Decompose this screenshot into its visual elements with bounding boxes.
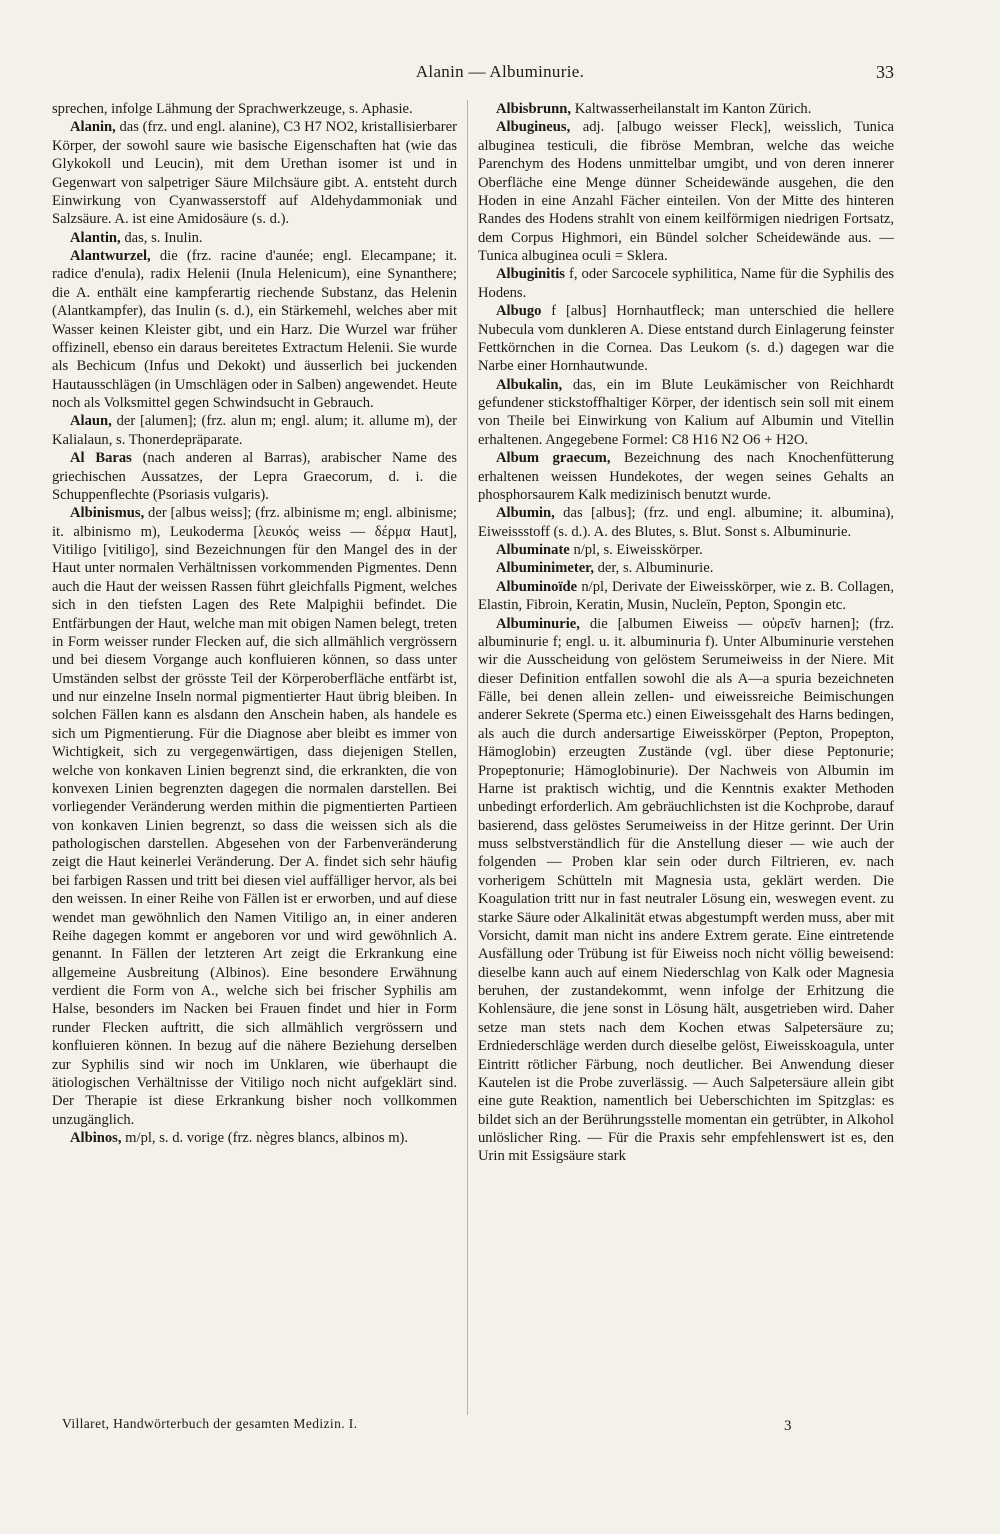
dictionary-entry	[52, 118, 457, 228]
entry-text: die (frz. racine d'aunée; engl. Elecampane; it. radice d'enula), radix Helenii (Inula Helenicum), eine Synanthere; die A. enthält eine kampferartig riechende Substanz, das Helenin (Alantkampfer), das Inulin (s. d.), ein Stärkemehl, welches aber mit Wasser keinen Kleister gibt, und ein Harz. Die Wurzel war früher offizinell, ebenso ein daraus bereitetes Extractum Helenii. Sie wurde als Bechicum (Infus und Dekokt) und äusserlich bei juckenden Hautausschlägen (in Umschlägen oder in Salben) angewendet. Heute noch als Volksmittel gegen Schwindsucht in Gebrauch.	[52, 248, 457, 411]
entry-text: m/pl, s. d. vorige (frz. nègres blancs, albinos m).	[121, 1130, 409, 1146]
entry-headword: Albugo	[496, 303, 542, 320]
dictionary-entry	[478, 504, 894, 541]
entry-headword: Al Baras	[70, 450, 132, 467]
dictionary-entry	[478, 265, 894, 302]
entry-text: f, oder Sarcocele syphilitica, Name für die Syphilis des Hodens.	[478, 266, 894, 301]
running-head	[0, 62, 1000, 84]
dictionary-entry	[52, 504, 457, 1129]
entry-text: adj. [albugo weisser Fleck], weisslich, Tunica albuginea testiculi, die fibröse Membran, welche das weiche Parenchym des Hodens unmittelbar umgibt, und von deren innerer Oberfläche eine Menge dünner Scheidewände ausgehen, die den Hoden in eine Anzahl Fächer einteilen. Von der Mitte des hinteren Randes des Hodens strahlt von einem keilförmigen niedrigen Fortsatz, dem Corpus Highmori, ein Bündel solcher Scheidewände aus. — Tunica albuginea oculi = Sklera.	[478, 119, 894, 264]
entry-text: der [alumen]; (frz. alun m; engl. alum; it. allume m), der Kalialaun, s. Thonerdepräparate.	[52, 413, 457, 448]
entry-text: Kaltwasserheilanstalt im Kanton Zürich.	[571, 101, 812, 117]
entry-headword: Albinismus,	[70, 505, 145, 522]
entry-text: der [albus weiss]; (frz. albinisme m; engl. albinisme; it. albinismo m), Leukoderma [λευκός weiss — δέρμα Haut], Vitiligo [vitiligo], sind Bezeichnungen für den Mangel des in der Haut unter normalen Verhältnissen vorkommenden Pigmentes. Denn auch die Haut der weissen Rassen führt gleichfalls Pigment, welches sich in den tiefsten Lagen des Rete Malpighii befindet. Die Entfärbungen der Haut, welche man mit obigen Namen belegt, treten in Form weisser runder Flecken auf, die sich allmählich vergrössern und bei diesem Vorgange auch konfluieren können, so dass unter Umständen selbst der grösste Teil der Körperoberfläche entfärbt ist, und nur einzelne Inseln normal pigmentierter Haut übrig bleiben. In solchen Fällen kann es alsdann den Anschein haben, als handele es sich um Pigmentierung. Für die Diagnose aber bleibt es immer von Wichtigkeit, sich zu vergegenwärtigen, dass diejenigen Stellen, welche von konkaven Linien begrenzt sind, die erkrankten, die von konvexen Linien begrenzten dagegen die normalen darstellen. Bei vorliegender Veränderung werden mithin die pigmentierten Partieen von konkaven Linien begrenzt, so dass die weissen sich als die pathologischen darstellen. Abgesehen von der Farbenveränderung zeigt die Haut keinerlei Veränderung. Der A. findet sich sehr häufig bei farbigen Rassen und tritt bei diesen viel auffälliger hervor, als bei den weissen. In einer Reihe von Fällen ist er erworben, und auf diese wendet man gewöhnlich den Namen Vitiligo an, in einer anderen Reihe dagegen kommt er angeboren vor und wird gewöhnlich A. genannt. In Fällen der letzteren Art zeigt die Erkrankung eine allgemeine Ausbreitung (Albinos). Eine besondere Erwähnung verdient die Form von A., welche sich bei frischer Syphilis am Halse, besonders im Nacken bei Frauen findet und hier in Form runder Flecken auftritt, die sich allmählich vergrössern und konfluieren können. In bezug auf die nähere Beziehung derselben zur Syphilis sind wir noch im Unklaren, wie überhaupt die ätiologischen Verhältnisse der Vitiligo noch nicht aufgeklärt sind. Der Therapie ist diese Erkrankung bisher noch vollkommen unzugänglich.	[52, 505, 457, 1128]
entry-text: sprechen, infolge Lähmung der Sprachwerkzeuge, s. Aphasie.	[52, 101, 413, 117]
dictionary-entry	[478, 541, 894, 559]
dictionary-entry	[478, 302, 894, 376]
entry-headword: Alanin,	[70, 119, 116, 136]
dictionary-entry	[52, 1129, 457, 1147]
entry-text: n/pl, s. Eiweisskörper.	[569, 542, 703, 558]
entry-headword: Albuminurie,	[496, 615, 580, 632]
sheet-signature: 3	[784, 1418, 792, 1434]
page-number: 33	[876, 62, 894, 82]
running-title: Alanin — Albuminurie.	[415, 62, 585, 81]
entry-headword: Albukalin,	[496, 376, 563, 393]
dictionary-entry	[52, 229, 457, 247]
entry-text: f [albus] Hornhautfleck; man unterschied die hellere Nubecula vom dunkleren A. Diese entstand durch Einlagerung feinster Fettkörnchen in die Cornea. Das Leukom (s. d.) dagegen war die Narbe einer Hornhautwunde.	[478, 303, 894, 375]
dictionary-entry	[478, 615, 894, 1166]
entry-text: die [albumen Eiweiss — οὐρεῖν harnen]; (frz. albuminurie f; engl. u. it. albuminuria f). Unter Albuminurie verstehen wir die Ausscheidung von gelöstem Serumeiweiss in der Niere. Mit dieser Definition entfallen sowohl die als A—a spuria bezeichneten Fälle, bei denen allein zellen- und eiweissreiche Beimischungen anderer Sekrete (Sperma etc.) einen Eiweissgehalt des Harns bedingen, als auch die durch andersartige Eiweisskörper (Pepton, Propepton, Hämoglobin) erzeugten Zustände (vgl. über diese Peptonurie; Propeptonurie; Hämoglobinurie). Der Nachweis von Albumin im Harne ist praktisch wichtig, und die Kenntnis exakter Methoden unbedingt erforderlich. Am gebräuchlichsten ist die Kochprobe, darauf basierend, dass gelöstes Serumeiweiss in der Hitze gerinnt. Der Urin muss selbstverständlich für die Anstellung dieser — wie auch der folgenden — Proben klar sein oder durch Filtrieren, ev. nach vorherigem Schütteln mit Magnesia usta, geklärt werden. Die Koagulation tritt nur in fast neutraler Lösung ein, weswegen event. zu starke Säure oder Alkalinität etwas abgestumpft werden muss, aber mit Vorsicht, damit man nicht ins andere Extrem gerate. Eine eintretende Ausfällung oder Trübung ist für Eiweiss noch nicht völlig beweisend: dieselbe kann auch auf einem Niederschlag von Kalk oder Magnesia beruhen, der zustandekommt, wenn infolge der Erhitzung die Kohlensäure, die jene sonst in Lösung hält, ausgetrieben wird. Daher setze man stets nach dem Kochen etwas Salpetersäure zu; Erdniederschläge werden durch dieselbe gelöst, Eiweisskoagula, unter Eintritt rötlicher Färbung, noch deutlicher. Bei Anwendung dieser Kautelen ist die Probe zuverlässig. — Auch Salpetersäure allein gibt eine gute Reaktion, namentlich bei Ueberschichten im Spitzglas: es bildet sich an der Berührungsstelle momentan ein getrübter, in Alkohol unlöslicher Ring. — Für die Praxis sehr empfehlenswert ist es, den Urin mit Essigsäure stark	[478, 615, 894, 1165]
entry-headword: Alaun,	[70, 413, 112, 430]
dictionary-entry	[52, 247, 457, 412]
entry-headword: Albugineus,	[496, 119, 571, 136]
entry-text: das, s. Inulin.	[120, 229, 203, 246]
entry-headword: Albisbrunn,	[496, 101, 572, 117]
dictionary-entry	[52, 100, 457, 118]
entry-headword: Albuminimeter,	[496, 560, 594, 577]
dictionary-entry	[478, 118, 894, 265]
dictionary-entry	[478, 559, 894, 577]
entry-text: das, ein im Blute Leukämischer von Reichhardt gefundener stickstoffhaltiger Körper, der identisch sein soll mit einem von Theile bei Einwirkung von Kalium auf Albumin und Vitellin erhaltenen. Angegebene Formel: C8 H16 N2 O6 + H2O.	[478, 376, 894, 448]
entry-headword: Album graecum,	[496, 450, 611, 467]
entry-headword: Albinos,	[70, 1130, 122, 1146]
entry-text: (nach anderen al Barras), arabischer Name des griechischen Aussatzes, der Lepra Graecorum, d. i. die Schuppenflechte (Psoriasis vulgaris).	[52, 450, 457, 503]
entry-headword: Alantin,	[70, 229, 121, 246]
dictionary-entry	[478, 100, 894, 118]
left-column	[52, 100, 457, 1147]
entry-headword: Albuminate	[496, 542, 570, 558]
dictionary-entry	[478, 376, 894, 450]
column-divider	[467, 100, 468, 1415]
entry-headword: Albuminoïde	[496, 578, 578, 595]
entry-headword: Albuginitis	[496, 266, 565, 283]
entry-headword: Alantwurzel,	[70, 248, 151, 264]
footer-source: Villaret, Handwörterbuch der gesamten Medizin. I.	[62, 1416, 358, 1431]
entry-headword: Albumin,	[496, 505, 555, 522]
dictionary-entry	[52, 449, 457, 504]
entry-text: das (frz. und engl. alanine), C3 H7 NO2, kristallisierbarer Körper, der sowohl saure wie basische Eigenschaften hat (wie das Glykokoll und Leucin), mit dem Urethan isomer ist und in Gegenwart von salpetriger Säure Milchsäure gibt. A. entsteht durch Einwirkung von Cyanwasserstoff auf Aldehydammoniak und Salzsäure. A. ist eine Amidosäure (s. d.).	[52, 119, 457, 228]
dictionary-entry	[478, 449, 894, 504]
entry-text: n/pl, Derivate der Eiweisskörper, wie z. B. Collagen, Elastin, Fibroin, Keratin, Musin, Nucleïn, Pepton, Spongin etc.	[478, 578, 894, 614]
right-column	[478, 100, 894, 1166]
dictionary-entry	[52, 412, 457, 449]
entry-text: das [albus]; (frz. und engl. albumine; it. albumina), Eiweissstoff (s. d.). A. des Blutes, s. Blut. Sonst s. Albuminurie.	[478, 505, 894, 540]
entry-text: der, s. Albuminurie.	[593, 560, 714, 577]
entry-text: Bezeichnung des nach Knochenfütterung erhaltenen weissen Hundekotes, der wegen seines Gehalts an phosphorsaurem Kalk medizinisch benutzt wurde.	[478, 450, 894, 503]
dictionary-entry	[478, 578, 894, 615]
